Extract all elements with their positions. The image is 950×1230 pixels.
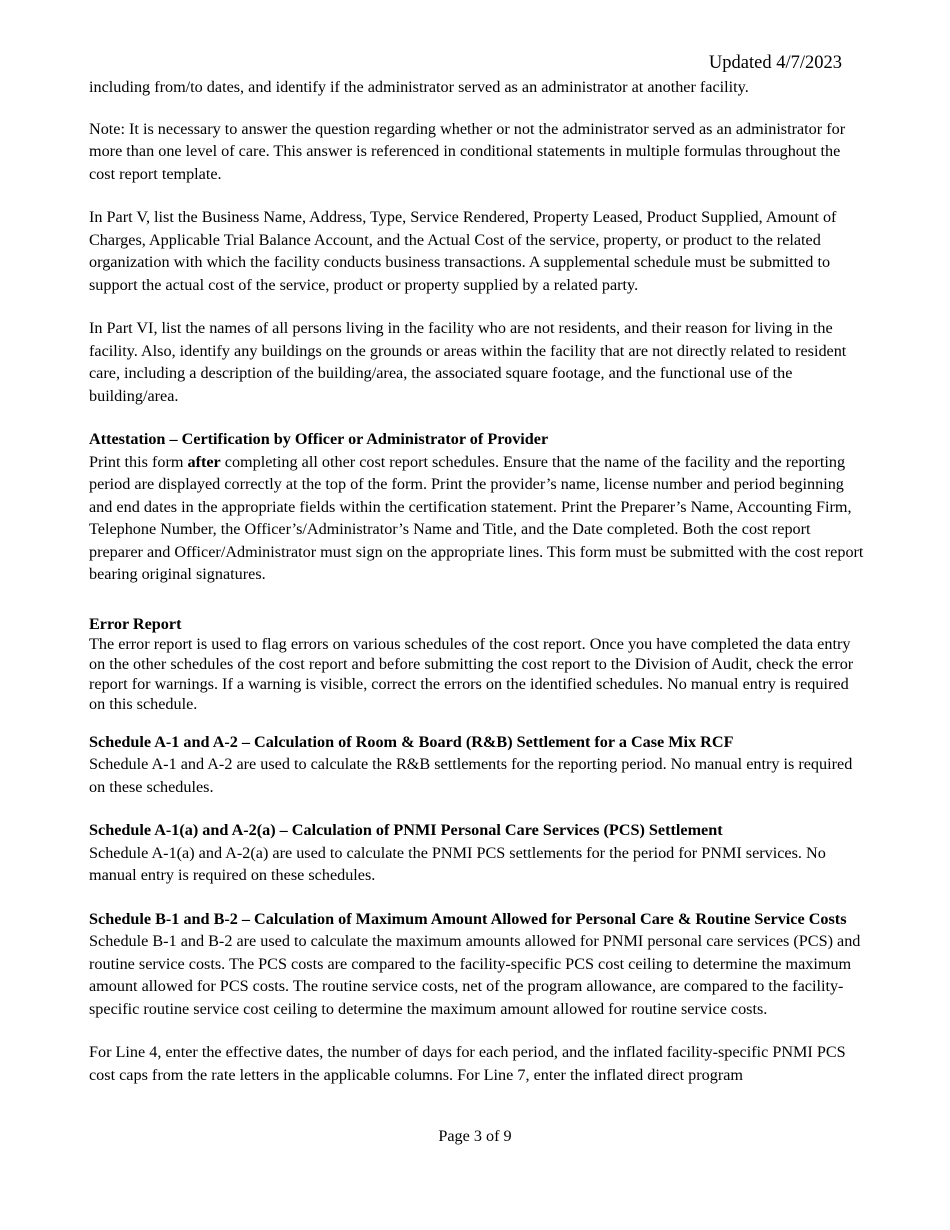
schedule-a-heading: Schedule A-1 and A-2 – Calculation of Room & Board (R&B) Settlement for a Case Mix RCF xyxy=(89,732,734,751)
note-paragraph: Note: It is necessary to answer the question regarding whether or not the administrator served as an administrator for more than one level of care. This answer is referenced in conditional statements in multiple formulas throughout the cost report template. xyxy=(89,119,846,183)
part-vi-paragraph: In Part VI, list the names of all persons living in the facility who are not residents, and their reason for living in the facility. Also, identify any buildings on the grounds or areas within the facility that are not directly related to resident care, including a description of the building/area, the associated square footage, and the functional use of the building/area. xyxy=(89,319,847,405)
schedule-a-text: Schedule A-1 and A-2 are used to calculate the R&B settlements for the reporting period. No manual entry is required on these schedules. xyxy=(89,755,853,796)
schedule-a-a-section xyxy=(89,819,864,887)
document-body xyxy=(89,76,864,1086)
schedule-b-heading: Schedule B-1 and B-2 – Calculation of Maximum Amount Allowed for Personal Care & Routine Service Costs xyxy=(89,909,847,928)
schedule-a-a-text: Schedule A-1(a) and A-2(a) are used to calculate the PNMI PCS settlements for the period for PNMI services. No manual entry is required on these schedules. xyxy=(89,843,826,884)
page-number: Page 3 of 9 xyxy=(438,1127,512,1145)
part-v-paragraph: In Part V, list the Business Name, Address, Type, Service Rendered, Property Leased, Product Supplied, Amount of Charges, Applicable Trial Balance Account, and the Actual Cost of the service, property, or product to the related organization with which the facility conducts business transactions. A supplemental schedule must be submitted to support the actual cost of the service, product or property supplied by a related party. xyxy=(89,208,837,294)
schedule-b-text: Schedule B-1 and B-2 are used to calculate the maximum amounts allowed for PNMI personal care services (PCS) and routine service costs. The PCS costs are compared to the facility-specific PCS cost ceiling to determine the maximum amount allowed for PCS costs. The routine service costs, net of the program allowance, are compared to the facility-specific routine service cost ceiling to determine the maximum amount allowed for routine service costs. xyxy=(89,932,861,1018)
attestation-text xyxy=(89,451,864,586)
schedule-a-section xyxy=(89,731,864,799)
attestation-text-bold: after xyxy=(187,452,221,471)
attestation-text-after: completing all other cost report schedules. Ensure that the name of the facility and the reporting period are displayed correctly at the top of the form. Print the provider’s name, license number and period beginning and end dates in the appropriate fields within the certification statement. Print the Preparer’s Name, Accounting Firm, Telephone Number, the Officer’s/Administrator’s Name and Title, and the Date completed. Both the cost report preparer and Officer/Administrator must sign on the appropriate lines. This form must be submitted with the cost report bearing original signatures. xyxy=(89,452,864,583)
attestation-section xyxy=(89,428,864,586)
schedule-a-a-heading: Schedule A-1(a) and A-2(a) – Calculation of PNMI Personal Care Services (PCS) Settlement xyxy=(89,821,723,839)
error-report-section xyxy=(89,614,864,714)
continued-paragraph: including from/to dates, and identify if the administrator served as an administrator at another facility. xyxy=(89,78,749,96)
updated-date: Updated 4/7/2023 xyxy=(708,53,842,73)
attestation-heading: Attestation – Certification by Officer or Administrator of Provider xyxy=(89,430,549,448)
error-report-text: The error report is used to flag errors on various schedules of the cost report. Once you have completed the data entry on the other schedules of the cost report and before submitting the cost report to the Division of Audit, check the error report for warnings. If a warning is visible, correct the errors on the identified schedules. No manual entry is required on this schedule. xyxy=(89,634,854,713)
attestation-text-before: Print this form xyxy=(89,452,188,471)
error-report-heading: Error Report xyxy=(89,614,182,633)
schedule-b-section xyxy=(89,908,864,1087)
schedule-b-line4-text: For Line 4, enter the effective dates, the number of days for each period, and the inflated facility-specific PNMI PCS cost caps from the rate letters in the applicable columns. For Line 7, enter the inflated direct program xyxy=(89,1043,846,1084)
